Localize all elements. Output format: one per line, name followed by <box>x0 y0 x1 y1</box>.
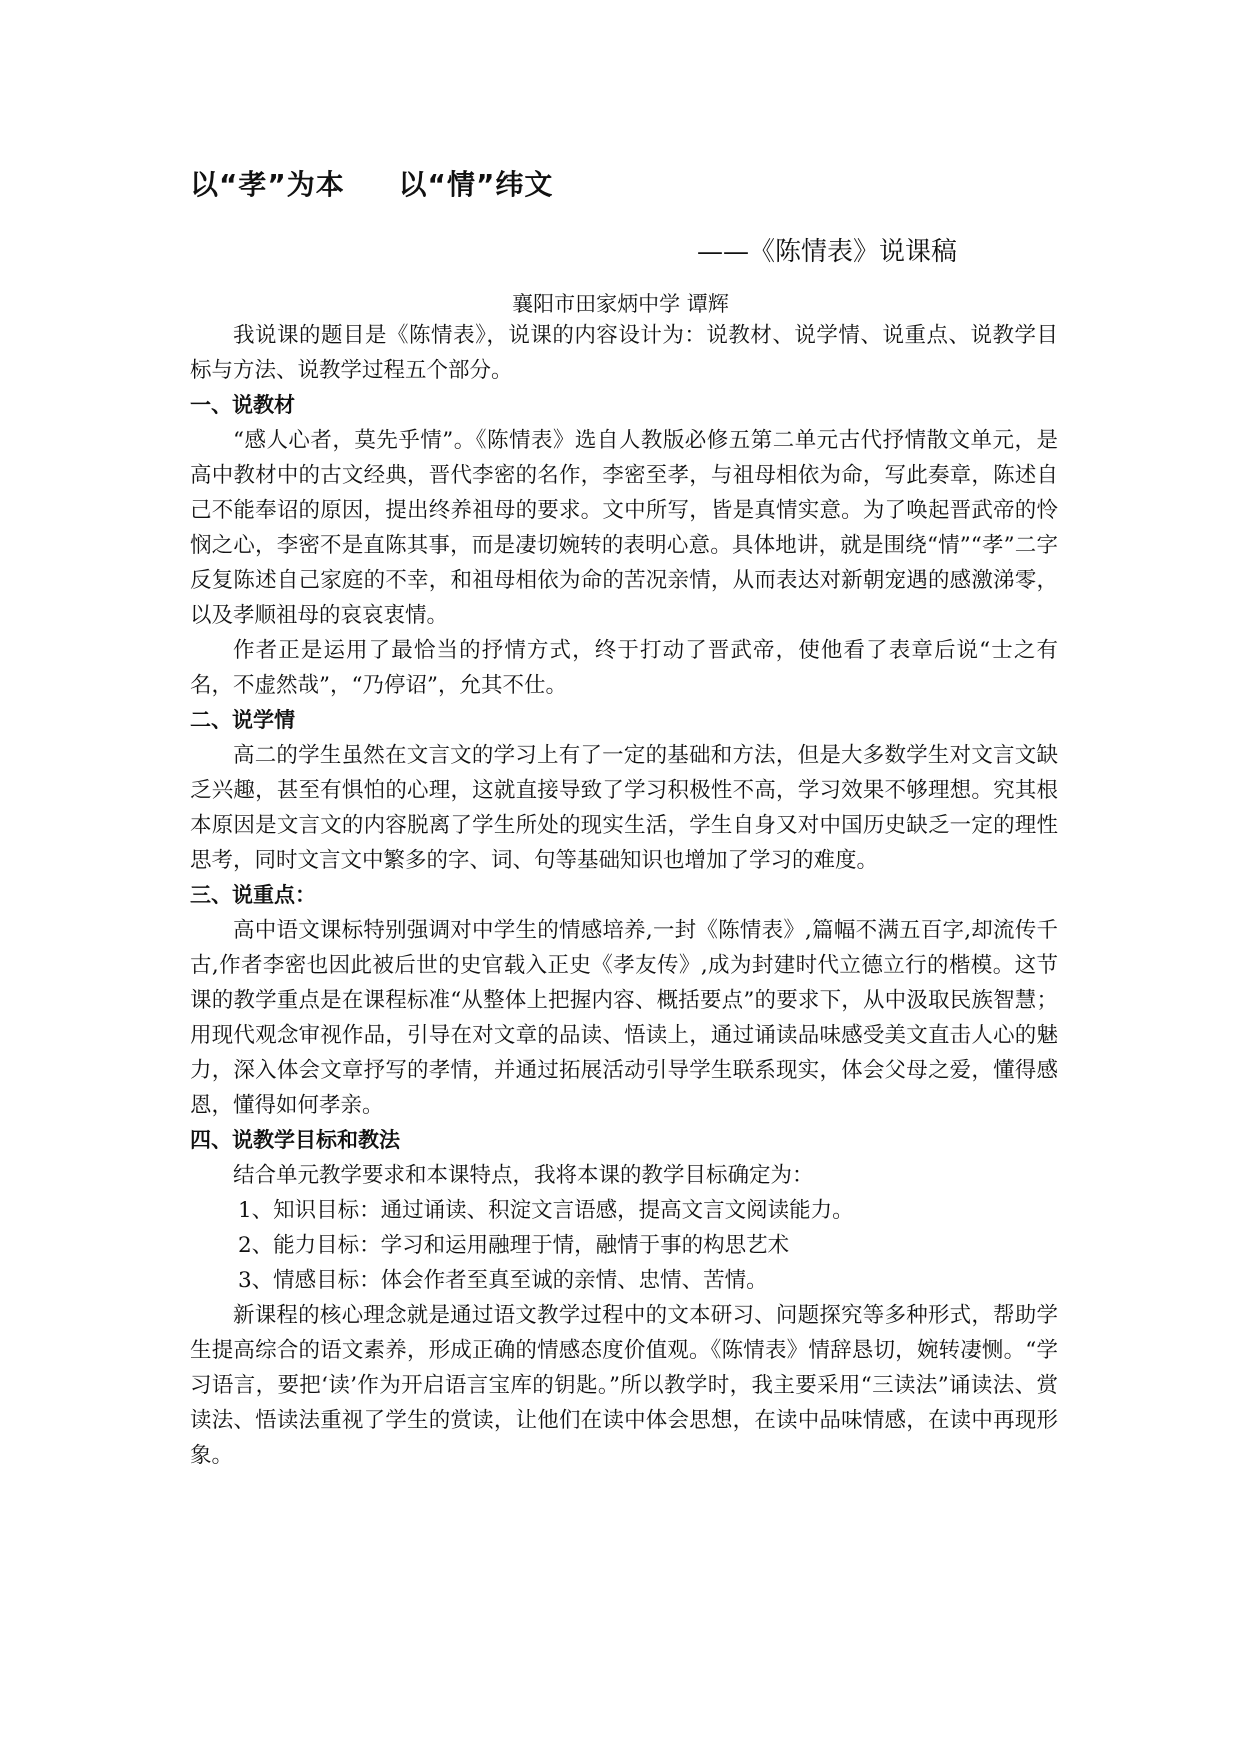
document-body <box>190 318 1058 1473</box>
document-subtitle: ——《陈情表》说课稿 <box>697 237 958 267</box>
author-line: 襄阳市田家炳中学 谭辉 <box>512 292 729 316</box>
goal-item: 2、能力目标：学习和运用融理于情，融情于事的构思艺术 <box>238 1233 790 1258</box>
paragraph: “感人心者，莫先乎情”。《陈情表》选自人教版必修五第二单元古代抒情散文单元，是高中教材中的古文经典，晋代李密的名作，李密至孝，与祖母相依为命，写此奏章，陈述自己不能奉诏的原因，提出终养祖母的要求。文中所写，皆是真情实意。为了唤起晋武帝的怜悯之心，李密不是直陈其事，而是凄切婉转的表明心意。具体地讲，就是围绕“情”“孝”二字反复陈述自己家庭的不幸，和祖母相依为命的苦况亲情，从而表达对新朝宠遇的感激涕零，以及孝顺祖母的哀哀衷情。 <box>190 428 1058 628</box>
section-heading-students: 二、说学情 <box>190 708 295 732</box>
paragraph: 新课程的核心理念就是通过语文教学过程中的文本研习、问题探究等多种形式，帮助学生提高综合的语文素养，形成正确的情感态度价值观。《陈情表》情辞恳切，婉转凄恻。“学习语言，要把‘读’作为开启语言宝库的钥匙。”所以教学时，我主要采用“三读法”诵读法、赏读法、悟读法重视了学生的赏读，让他们在读中体会思想，在读中品味情感，在读中再现形象。 <box>190 1303 1058 1468</box>
section-heading-key-points: 三、说重点： <box>190 883 316 907</box>
intro-paragraph: 我说课的题目是《陈情表》，说课的内容设计为：说教材、说学情、说重点、说教学目标与方法、说教学过程五个部分。 <box>190 323 1058 383</box>
paragraph: 高中语文课标特别强调对中学生的情感培养,一封《陈情表》,篇幅不满五百字,却流传千古,作者李密也因此被后世的史官载入正史《孝友传》,成为封建时代立德立行的楷模。这节课的教学重点是在课程标准“从整体上把握内容、概括要点”的要求下，从中汲取民族智慧；用现代观念审视作品，引导在对文章的品读、悟读上，通过诵读品味感受美文直击人心的魅力，深入体会文章抒写的孝情，并通过拓展活动引导学生联系现实，体会父母之爱，懂得感恩，懂得如何孝亲。 <box>190 918 1058 1118</box>
section-heading-goals-methods: 四、说教学目标和教法 <box>190 1128 400 1152</box>
paragraph: 高二的学生虽然在文言文的学习上有了一定的基础和方法，但是大多数学生对文言文缺乏兴趣，甚至有惧怕的心理，这就直接导致了学习积极性不高，学习效果不够理想。究其根本原因是文言文的内容脱离了学生所处的现实生活，学生自身又对中国历史缺乏一定的理性思考，同时文言文中繁多的字、词、句等基础知识也增加了学习的难度。 <box>190 743 1058 873</box>
goal-item: 1、知识目标：通过诵读、积淀文言语感，提高文言文阅读能力。 <box>238 1198 854 1223</box>
section-heading-textbook: 一、说教材 <box>190 393 295 417</box>
paragraph: 作者正是运用了最恰当的抒情方式，终于打动了晋武帝，使他看了表章后说“士之有名，不虚然哉”，“乃停诏”，允其不仕。 <box>190 638 1058 698</box>
goal-item: 3、情感目标：体会作者至真至诚的亲情、忠情、苦情。 <box>238 1268 768 1293</box>
document-title: 以“孝”为本 以“情”纬文 <box>190 168 554 201</box>
paragraph: 结合单元教学要求和本课特点，我将本课的教学目标确定为： <box>233 1163 814 1188</box>
